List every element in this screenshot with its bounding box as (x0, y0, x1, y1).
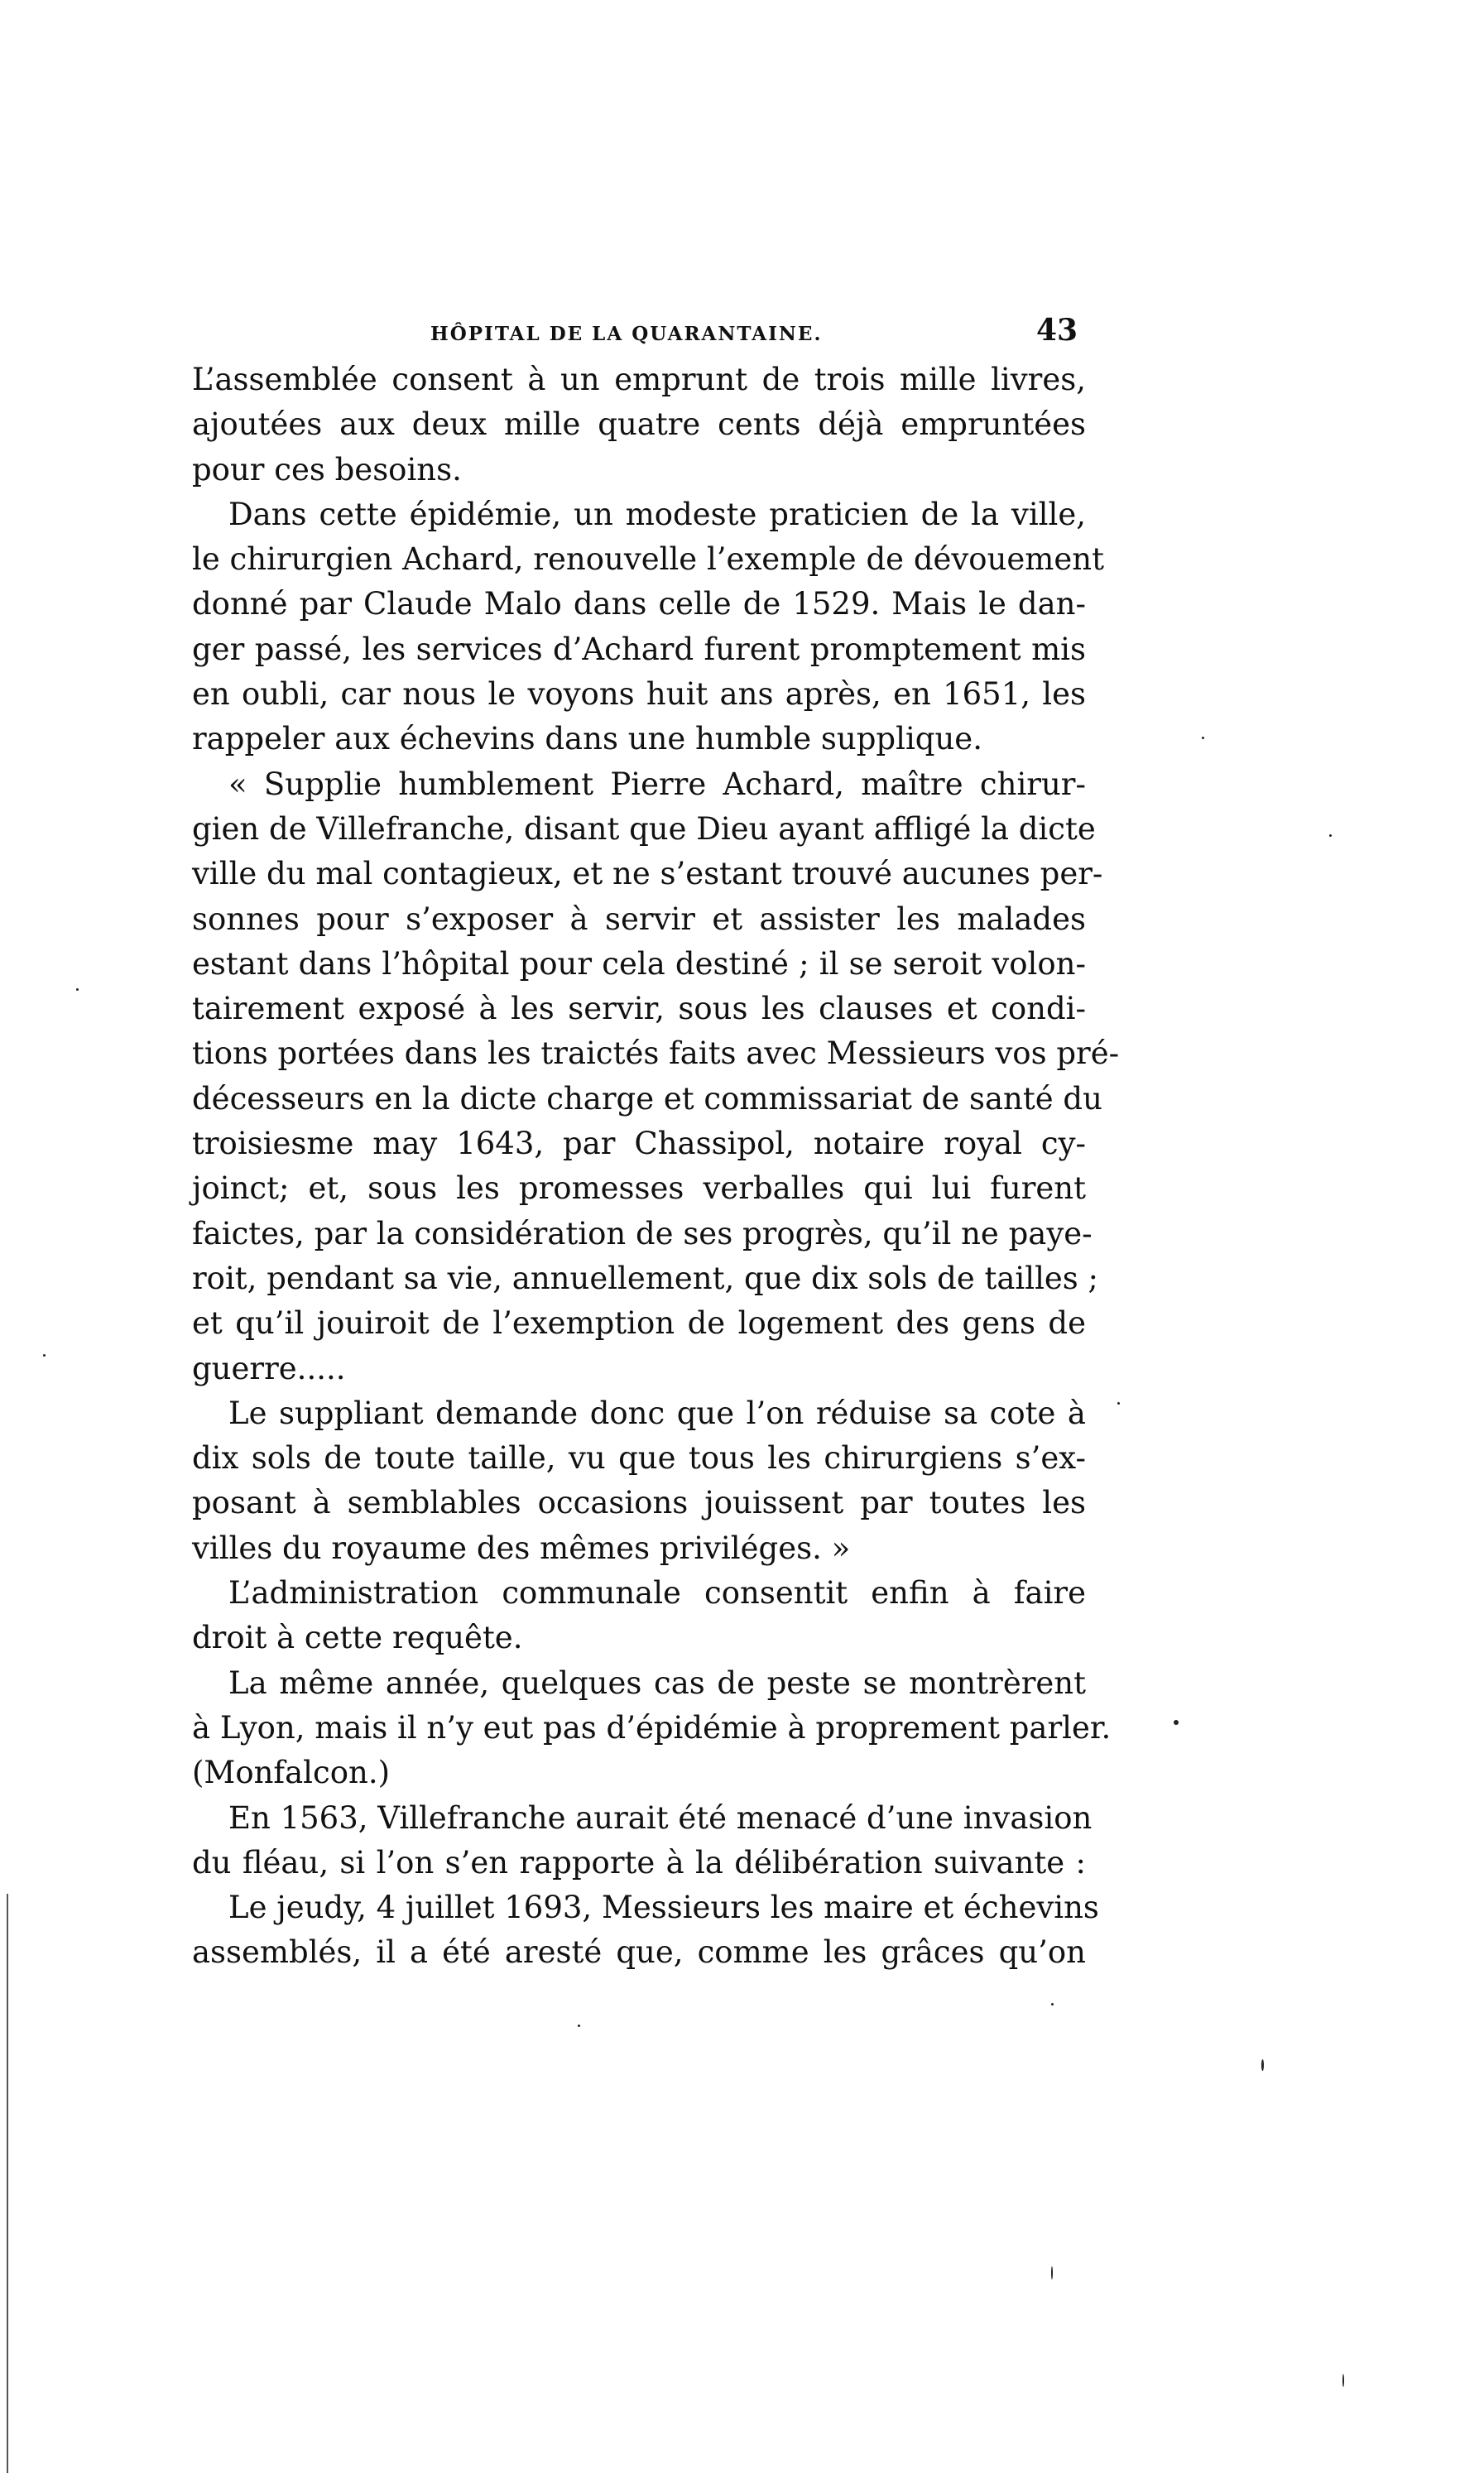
scan-edge-mark (7, 1894, 8, 2473)
text-line: troisiesme may 1643, par Chassipol, notaire royal cy- (192, 1126, 1086, 1162)
text-line: du fléau, si l’on s’en rapporte à la délibération suivante : (192, 1844, 1086, 1881)
scan-speck (76, 988, 79, 991)
scan-speck (1174, 1720, 1179, 1725)
scan-speck (1117, 1402, 1120, 1405)
text-line: posant à semblables occasions jouissent par toutes les (192, 1485, 1086, 1521)
text-line: « Supplie humblement Pierre Achard, maître chirur- (228, 766, 1086, 802)
text-line: et qu’il jouiroit de l’exemption de logement des gens de (192, 1305, 1086, 1342)
running-header (0, 313, 1484, 354)
text-line: Le jeudy, 4 juillet 1693, Messieurs les maire et échevins (228, 1890, 1099, 1926)
text-line: assemblés, il a été aresté que, comme les grâces qu’on (192, 1934, 1086, 1971)
text-line: L’assemblée consent à un emprunt de trois mille livres, (192, 362, 1086, 397)
text-line: pour ces besoins. (192, 451, 462, 488)
scan-speck (1051, 2266, 1053, 2279)
page-number: 43 (1036, 313, 1078, 348)
text-line: en oubli, car nous le voyons huit ans après, en 1651, les (192, 676, 1086, 713)
text-line: La même année, quelques cas de peste se montrèrent (228, 1665, 1086, 1701)
text-line: L’administration communale consentit enfin à faire (228, 1575, 1086, 1612)
text-line: rappeler aux échevins dans une humble supplique. (192, 721, 982, 757)
text-line: joinct; et, sous les promesses verballes qui lui furent (192, 1170, 1086, 1207)
text-line: guerre..... (192, 1350, 346, 1386)
text-line: le chirurgien Achard, renouvelle l’exemple de dévouement (192, 541, 1104, 578)
text-line: Le suppliant demande donc que l’on réduise sa cote à (228, 1395, 1086, 1431)
scan-speck (1261, 2059, 1264, 2071)
text-line: (Monfalcon.) (192, 1755, 391, 1791)
scan-speck (43, 1354, 46, 1357)
body-text (192, 358, 1120, 1976)
text-line: estant dans l’hôpital pour cela destiné ; il se seroit volon- (192, 945, 1086, 982)
text-line: ger passé, les services d’Achard furent promptement mis (192, 631, 1086, 667)
text-line: dix sols de toute taille, vu que tous les chirurgiens s’ex- (192, 1440, 1086, 1477)
scan-speck (1202, 737, 1204, 739)
text-line: décesseurs en la dicte charge et commissariat de santé du (192, 1080, 1102, 1117)
text-line: droit à cette requête. (192, 1620, 523, 1656)
text-line: faictes, par la considération de ses progrès, qu’il ne paye- (192, 1215, 1093, 1251)
text-line: donné par Claude Malo dans celle de 1529. Mais le dan- (192, 586, 1086, 622)
running-title: HÔPITAL DE LA QUARANTAINE. (430, 323, 823, 345)
text-line: roit, pendant sa vie, annuellement, que dix sols de tailles ; (192, 1260, 1099, 1296)
scan-speck (1329, 834, 1332, 837)
scan-speck (578, 2025, 580, 2027)
text-line: tions portées dans les traictés faits avec Messieurs vos pré- (192, 1035, 1120, 1072)
text-line: tairement exposé à les servir, sous les clauses et condi- (192, 991, 1086, 1027)
text-line: ajoutées aux deux mille quatre cents déjà empruntées (192, 406, 1086, 443)
text-line: à Lyon, mais il n’y eut pas d’épidémie à proprement parler. (192, 1709, 1112, 1746)
text-line: sonnes pour s’exposer à servir et assister les malades (192, 901, 1086, 937)
text-line: villes du royaume des mêmes priviléges. » (192, 1530, 851, 1566)
scan-speck (1051, 2003, 1054, 2006)
scan-speck (1342, 2374, 1344, 2387)
text-line: En 1563, Villefranche aurait été menacé d’une invasion (228, 1799, 1093, 1836)
text-line: gien de Villefranche, disant que Dieu ayant affligé la dicte (192, 810, 1096, 847)
text-line: Dans cette épidémie, un modeste praticien de la ville, (228, 496, 1086, 532)
text-line: ville du mal contagieux, et ne s’estant trouvé aucunes per- (192, 856, 1103, 892)
